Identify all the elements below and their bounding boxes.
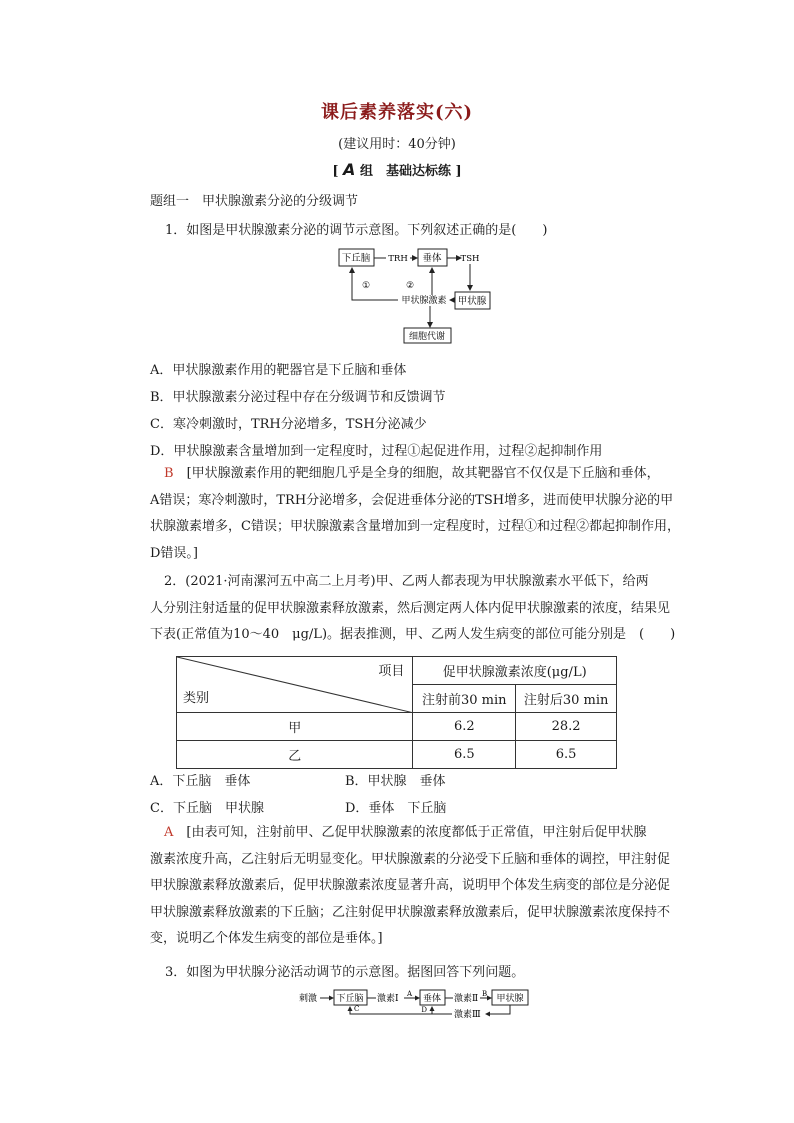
arrow-line — [486, 1005, 510, 1014]
table-cell: 6.5 — [516, 741, 617, 769]
q1-option-b: B．甲状腺激素分泌过程中存在分级调节和反馈调节 — [150, 390, 446, 405]
hormone1-label: 激素Ⅰ — [377, 994, 399, 1004]
thyroid-label: 甲状腺 — [496, 994, 524, 1004]
q1-explanation-line: A错误；寒冷刺激时，TRH分泌增多，会促进垂体分泌的TSH增多，进而使甲状腺分泌的甲 — [150, 492, 674, 508]
q1-option-c: C．寒冷刺激时，TRH分泌增多，TSH分泌减少 — [150, 417, 427, 432]
q2-answer-letter: A — [164, 825, 174, 840]
pituitary-label: 垂体 — [422, 994, 442, 1004]
section-badge: A — [343, 160, 356, 179]
table-cell: 6.5 — [413, 741, 516, 769]
q2-option-a: A．下丘脑 垂体 — [150, 774, 251, 789]
label-a: A — [407, 990, 413, 998]
table-header: 促甲状腺激素浓度(μg/L) — [413, 657, 617, 685]
table-subheader: 注射前30 min — [413, 685, 516, 713]
q1-explanation-line: [甲状腺激素作用的靶细胞几乎是全身的细胞，故其靶器官不仅仅是下丘脑和垂体， — [186, 466, 660, 481]
table-row — [177, 741, 617, 769]
hormone3-label: 激素Ⅲ — [454, 1010, 481, 1020]
thyroid-label: 甲状腺 — [457, 296, 487, 307]
q2-explanation-line: [由表可知，注射前甲、乙促甲状腺激素的浓度都低于正常值，甲注射后促甲状腺 — [186, 825, 647, 840]
table-subheader: 注射后30 min — [516, 685, 617, 713]
section-bracket-left: [ — [332, 164, 339, 179]
stimulus-label: 刺激 — [299, 994, 318, 1004]
tsh-label: TSH — [460, 254, 480, 264]
label-c: C — [354, 1005, 360, 1013]
q2-stem — [150, 569, 676, 649]
circle-one-label: ① — [362, 281, 371, 291]
pituitary-label: 垂体 — [422, 253, 442, 264]
circle-two-label: ② — [406, 281, 415, 291]
section-label: 组 基础达标练 — [359, 164, 451, 179]
q1-option-d: D．甲状腺激素含量增加到一定程度时，过程①起促进作用，过程②起抑制作用 — [150, 444, 603, 459]
section-heading — [0, 160, 794, 179]
table-cell: 6.2 — [413, 713, 516, 741]
q2-explanation — [150, 820, 671, 953]
hormone-label: 甲状腺激素 — [401, 296, 447, 306]
table-corner-cell — [177, 657, 413, 713]
table-corner-bottom: 类别 — [183, 691, 210, 706]
q2-explanation-line: 甲状腺激素释放激素的下丘脑；乙注射促甲状腺激素释放激素后，促甲状腺激素浓度保持不 — [150, 904, 671, 920]
label-d: D — [421, 1006, 427, 1014]
q2-explanation-line: 激素浓度升高，乙注射后无明显变化。甲状腺激素的分泌受下丘脑和垂体的调控，甲注射促 — [150, 851, 671, 867]
table-corner-top: 项目 — [378, 664, 405, 679]
page-title: 课后素养落实(六) — [320, 102, 474, 123]
page-subtitle: (建议用时：40分钟) — [338, 137, 456, 152]
q2-stem-line: 2．(2021·河南漯河五中高二上月考)甲、乙两人都表现为甲状腺激素水平低下，给两 — [164, 574, 649, 589]
q1-stem: 1．如图是甲状腺激素分泌的调节示意图。下列叙述正确的是( ) — [165, 223, 548, 238]
q1-explanation — [150, 461, 680, 567]
feedback-arrow-c — [350, 1007, 452, 1014]
table-row-label: 乙 — [177, 741, 413, 769]
q2-stem-line: 人分别注射适量的促甲状腺激素释放激素，然后测定两人体内促甲状腺激素的浓度，结果见 — [150, 600, 671, 616]
q2-data-table — [176, 656, 617, 769]
hypothalamus-label: 下丘脑 — [341, 253, 371, 264]
q2-stem-line: 下表(正常值为10～40 μg/L)。据表推测，甲、乙两人发生病变的部位可能分别是 ( ) — [150, 627, 676, 642]
hypothalamus-label: 下丘脑 — [336, 994, 364, 1004]
q2-option-d: D．垂体 下丘脑 — [345, 801, 447, 816]
table-row — [177, 713, 617, 741]
q2-explanation-line: 变，说明乙个体发生病变的部位是垂体。] — [150, 931, 383, 946]
q1-explanation-line: 状腺激素增多，C错误；甲状腺激素含量增加到一定程度时，过程①和过程②都起抑制作用， — [150, 519, 680, 534]
hormone2-label: 激素Ⅱ — [454, 994, 479, 1004]
q2-option-c: C．下丘脑 甲状腺 — [150, 801, 264, 816]
label-b: B — [482, 990, 488, 998]
trh-label: TRH — [388, 254, 408, 264]
group-heading: 题组一 甲状腺激素分泌的分级调节 — [150, 194, 359, 209]
q2-option-b: B．甲状腺 垂体 — [345, 774, 446, 789]
metabolism-label: 细胞代谢 — [408, 332, 446, 342]
q3-stem: 3．如图为甲状腺分泌活动调节的示意图。据图回答下列问题。 — [165, 965, 525, 980]
q1-diagram — [330, 248, 520, 344]
section-bracket-right: ] — [455, 164, 462, 179]
q1-explanation-line: D错误。] — [150, 545, 198, 561]
table-cell: 28.2 — [516, 713, 617, 741]
q3-diagram — [296, 988, 532, 1020]
q1-option-a: A．甲状腺激素作用的靶器官是下丘脑和垂体 — [150, 363, 407, 378]
q1-answer-letter: B — [164, 466, 174, 481]
feedback-arrow-1 — [352, 268, 398, 300]
table-row-label: 甲 — [177, 713, 413, 741]
q2-explanation-line: 甲状腺激素释放激素后，促甲状腺激素浓度显著升高，说明甲个体发生病变的部位是分泌促 — [150, 878, 671, 893]
